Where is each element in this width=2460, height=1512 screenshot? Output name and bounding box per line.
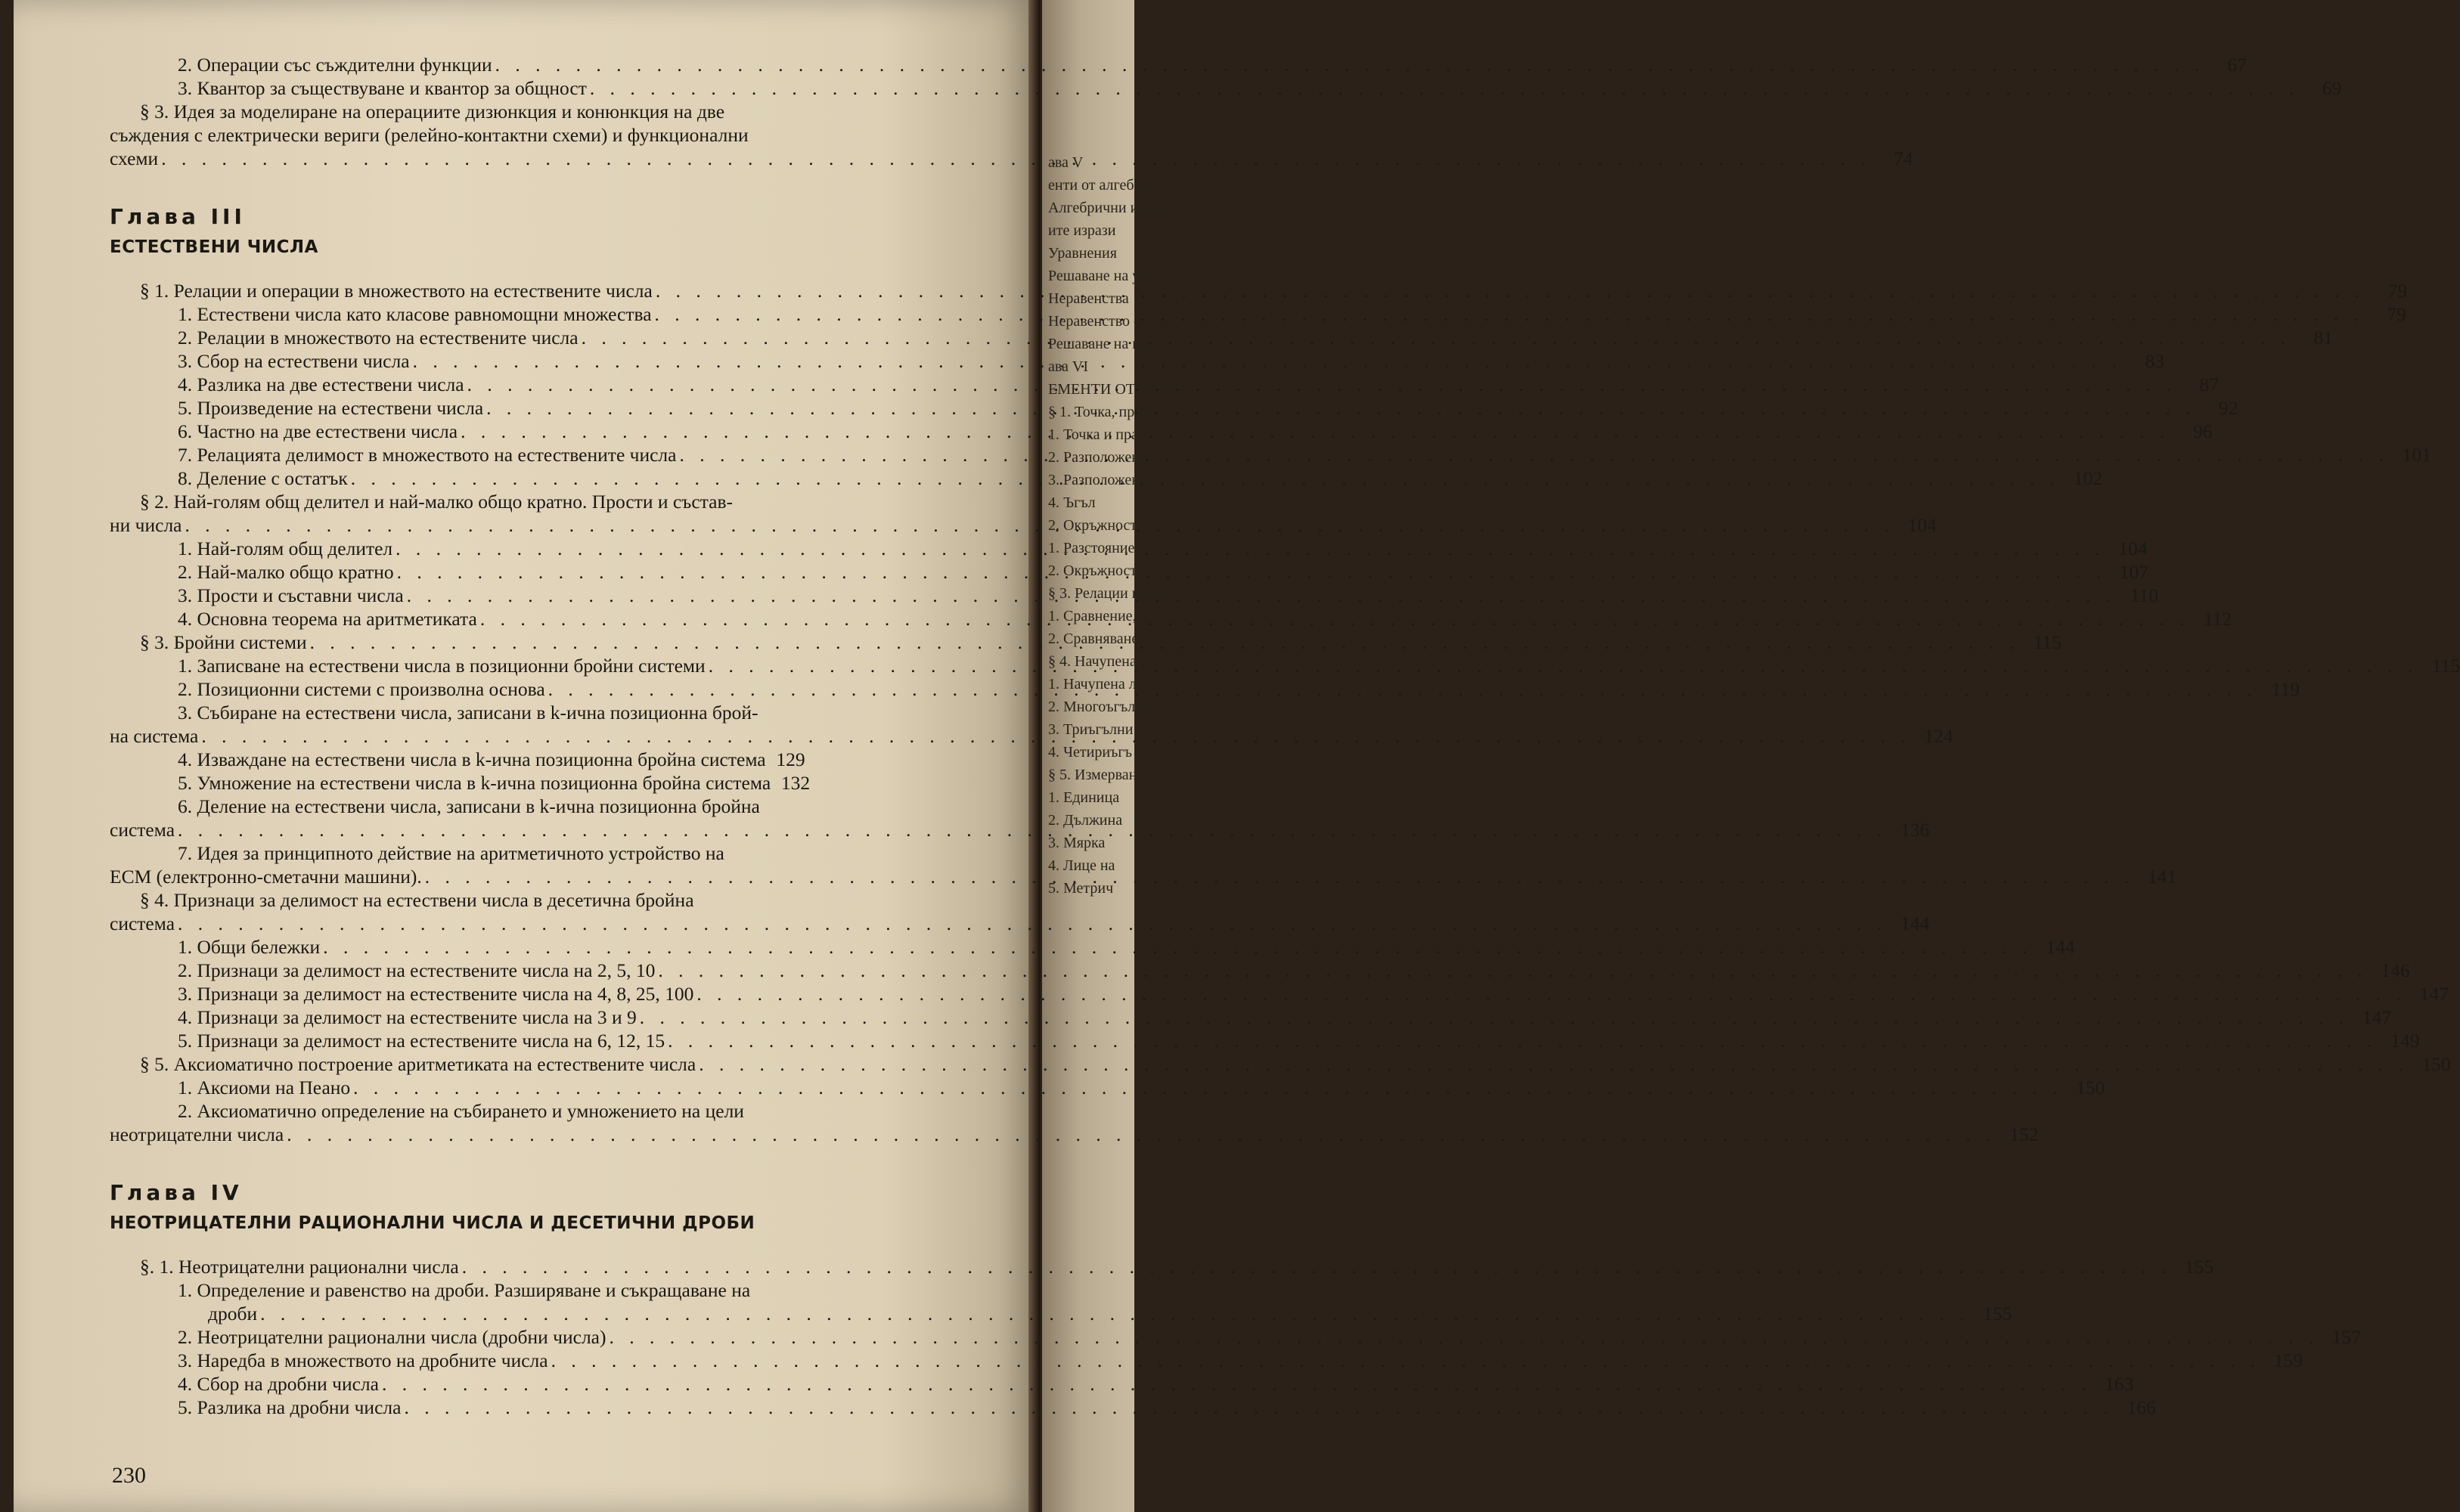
leader-dots <box>709 654 2418 677</box>
toc-entry-text: 3. Наредба в множеството на дробните числа <box>178 1349 548 1371</box>
toc-entry-text: 7. Релацията делимост в множеството на естествените числа <box>178 444 677 466</box>
toc-entry-text: 2. Най-малко общо кратно <box>178 561 394 583</box>
right-page-fragment: § 4. Начупена ли <box>1048 653 1156 670</box>
toc-entry-text: § 1. Релации и операции в множеството на естествените числа <box>140 280 653 302</box>
toc-entry-text: ни числа <box>110 514 182 536</box>
leader-dots <box>699 1052 2408 1076</box>
toc-entry <box>110 771 957 795</box>
toc-page-number: 166 <box>2127 1396 2156 1418</box>
toc-entry <box>110 959 2410 982</box>
toc-page-number: 163 <box>2105 1373 2134 1395</box>
toc-page-number: 150 <box>2076 1077 2105 1098</box>
toc-entry-text: § 3. Бройни системи <box>140 631 307 653</box>
right-page-fragment: 1. Точка и пра <box>1048 426 1138 443</box>
leader-dots <box>351 466 2060 490</box>
toc-page-number: 79 <box>2387 280 2408 302</box>
toc-entry-text: 5. Признаци за делимост на естествените числа на 6, 12, 15 <box>178 1030 665 1052</box>
chapter-title: ЕСТЕСТВЕНИ ЧИСЛА <box>110 237 318 257</box>
toc-entry-line: съждения с електрически вериги (релейно-контактни схеми) и функционални <box>110 124 749 146</box>
toc-page-number: 136 <box>1900 819 1930 841</box>
right-page-fragment: 1. Разстояние <box>1048 540 1135 556</box>
toc-entry <box>110 1372 2134 1396</box>
toc-page-number: 87 <box>2199 373 2219 395</box>
leader-dots <box>461 420 2170 443</box>
toc-page-number: 107 <box>2119 561 2149 583</box>
leader-dots <box>610 1325 2319 1349</box>
toc-entry <box>110 1349 2303 1372</box>
toc-entry-text: схеми <box>110 147 159 169</box>
right-page-fragment: 1. Сравнение, <box>1048 608 1137 624</box>
toc-entry-text: ЕСМ (електронно-сметачни машини). <box>110 866 422 888</box>
right-page-fragment: Уравнения <box>1048 245 1117 262</box>
toc-page-number: 112 <box>2203 608 2232 630</box>
chapter-title: НЕОТРИЦАТЕЛНИ РАЦИОНАЛНИ ЧИСЛА И ДЕСЕТИЧНИ ДРОБИ <box>110 1213 755 1233</box>
right-page-fragment: Алгебрични изрази <box>1048 200 1173 216</box>
toc-entry <box>110 1396 2156 1419</box>
leader-dots <box>201 724 1910 748</box>
leader-dots <box>696 982 2406 1005</box>
toc-entry <box>110 1052 2451 1076</box>
toc-entry-line: § 3. Идея за моделиране на операциите дизюнкция и конюнкция на две <box>140 101 725 122</box>
section4-entries <box>110 935 2449 1052</box>
toc-page-number: 144 <box>1900 912 1930 934</box>
leader-dots <box>462 1255 2171 1278</box>
toc-page-number: 157 <box>2331 1326 2361 1348</box>
toc-entry-text: 4. Изваждане на естествени числа в k-ична позиционна бройна система <box>178 748 766 770</box>
toc-entry-text: § 5. Аксиоматично построение аритметиката на естествените числа <box>140 1053 696 1075</box>
leader-dots <box>185 513 1894 537</box>
toc-entry <box>110 1302 2012 1325</box>
toc-entry-text: 1. Общи бележки <box>178 936 321 958</box>
toc-entry-line: § 4. Признаци за делимост на естествени числа в десетична бройна <box>140 889 694 911</box>
right-page-fragment: 3. Разположени <box>1048 472 1148 488</box>
toc-entry <box>110 1076 2105 1099</box>
toc-entry <box>110 76 2342 100</box>
toc-entry-text: 4. Разлика на две естествени числа <box>178 373 464 395</box>
toc-entry <box>110 912 1930 935</box>
right-page-fragment: 1. Начупена л <box>1048 676 1137 692</box>
toc-page-number: 124 <box>1924 725 1953 747</box>
page-number: 230 <box>112 1463 146 1488</box>
leader-dots <box>640 1005 2349 1029</box>
toc-entry-text: 3. Сбор на естествени числа <box>178 350 410 372</box>
right-page-fragment: 2. Многоъгълн <box>1048 699 1143 715</box>
leader-dots <box>480 607 2189 631</box>
toc-entry-text: дроби <box>208 1303 258 1325</box>
toc-page-number: 144 <box>2046 936 2075 958</box>
toc-entry-text: 4. Основна теорема на аритметиката <box>178 608 477 630</box>
chapter-heading: Глава III <box>110 204 246 229</box>
right-page-fragment: Решаване на не <box>1048 336 1147 352</box>
toc-page-number: 150 <box>2421 1053 2451 1075</box>
leader-dots <box>679 443 2388 466</box>
right-page-fragment: 3. Триъгълни <box>1048 721 1134 738</box>
right-page-fragment: 1. Единица <box>1048 789 1120 806</box>
toc-page-number: 104 <box>2118 538 2148 559</box>
toc-page-number: 115 <box>2033 631 2061 653</box>
right-page-fragment: 2. Разположение <box>1048 449 1155 466</box>
leader-dots <box>382 1372 2091 1396</box>
right-page-fragment: Неравенство с <box>1048 313 1140 330</box>
toc-page-number: 104 <box>1907 514 1937 536</box>
right-page-fragment: Неравенства <box>1048 290 1129 307</box>
leader-dots <box>413 349 2122 373</box>
leader-dots <box>323 935 2032 959</box>
toc-entry-text: система <box>110 912 175 934</box>
toc-page-number: 147 <box>2419 983 2449 1005</box>
toc-page-number: 69 <box>2322 77 2342 99</box>
toc-entry-text: 5. Произведение на естествени числа <box>178 397 484 419</box>
toc-entry-text: система <box>110 819 175 841</box>
leader-dots <box>658 959 2367 982</box>
right-page-fragment: 2. Окръжност <box>1048 517 1137 534</box>
right-page-fragment: 4. Ъгъл <box>1048 494 1096 511</box>
leader-dots <box>668 1029 2377 1052</box>
toc-entry <box>110 1123 2039 1146</box>
leader-dots <box>404 1396 2113 1419</box>
right-page-fragment: ЕМЕНТИ ОТ ГЕОМ <box>1048 381 1181 398</box>
toc-page-number: 159 <box>2273 1349 2303 1371</box>
toc-page-number: 132 <box>780 772 811 794</box>
toc-entry-text: 3. Квантор за съществуване и квантор за общност <box>178 77 587 99</box>
toc-entry <box>110 53 2248 76</box>
toc-page-number: 152 <box>2009 1123 2039 1145</box>
toc-entry-text: 2. Позиционни системи с произволна основа <box>178 678 545 700</box>
leader-dots <box>551 1349 2260 1372</box>
leader-dots <box>655 302 2364 326</box>
toc-entry-text: 2. Операции със съждителни функции <box>178 54 492 76</box>
toc-page-number: 129 <box>776 748 805 770</box>
right-page-fragment: 3. Мярка <box>1048 835 1106 851</box>
right-page-fragment: 2. Сравняване, <box>1048 631 1143 647</box>
toc-entry-line: 2. Аксиоматично определение на събирането и умножението на цели <box>178 1100 744 1122</box>
toc-entry <box>110 982 2449 1005</box>
toc-entry <box>110 1005 2392 1029</box>
toc-entry-text: 3. Прости и съставни числа <box>178 584 404 606</box>
leader-dots <box>656 279 2365 302</box>
toc-entry-line: 7. Идея за принципното действие на аритметичното устройство на <box>178 842 724 864</box>
leader-dots <box>287 1123 1996 1146</box>
toc-entry <box>110 1325 2361 1349</box>
toc-entry-text: 5. Разлика на дробни числа <box>178 1396 402 1418</box>
leader-dots <box>178 912 1887 935</box>
toc-page-number: 149 <box>2390 1030 2420 1052</box>
toc-entry-line: 3. Събиране на естествени числа, записани в k-ична позиционна брой- <box>178 702 758 723</box>
toc-page-number: 67 <box>2227 54 2248 76</box>
toc-entry-text: 4. Признаци за делимост на естествените числа на 3 и 9 <box>178 1006 637 1028</box>
leader-dots <box>178 818 1887 841</box>
toc-entry-text: 3. Признаци за делимост на естествените числа на 4, 8, 25, 100 <box>178 983 694 1005</box>
toc-page-number: 96 <box>2192 420 2213 442</box>
leader-dots <box>353 1076 2062 1099</box>
toc-entry-text: на система <box>110 725 199 747</box>
toc-entry-text: 4. Сбор на дробни числа <box>178 1373 379 1395</box>
toc-entry-text: 1. Аксиоми на Пеано <box>178 1077 351 1098</box>
toc-page-number: 102 <box>2073 467 2103 489</box>
toc-page-number: 141 <box>2147 866 2177 888</box>
right-page-fragment: 4. Четириъгъ <box>1048 744 1132 761</box>
toc-entry-text: 2. Неотрицателни рационални числа (дробни числа) <box>178 1326 606 1348</box>
toc-entry-text: 1. Най-голям общ делител <box>178 538 393 559</box>
right-page-fragment: ите изрази <box>1048 222 1116 239</box>
toc-entry-text: неотрицателни числа <box>110 1123 284 1145</box>
toc-page-number: 79 <box>2387 303 2406 325</box>
toc-entry <box>110 748 957 771</box>
right-page-fragment: Решаване на ур <box>1048 268 1148 284</box>
toc-entry-text: 2. Релации в множеството на естествените числа <box>178 327 579 349</box>
toc-page-number: 146 <box>2381 959 2410 981</box>
leader-dots <box>397 560 2106 584</box>
toc-entry-text: 2. Признаци за делимост на естествените числа на 2, 5, 10 <box>178 959 656 981</box>
toc-page-number: 101 <box>2402 444 2431 466</box>
leader-dots <box>161 147 1870 170</box>
leader-dots <box>425 865 2134 888</box>
right-page <box>1042 0 1181 1512</box>
toc-entry-text: 5. Умножение на естествени числа в k-ична позиционна бройна система <box>178 772 771 794</box>
leader-dots <box>590 76 2299 100</box>
leader-dots <box>310 631 2019 654</box>
right-page-fragment: енти от алгебра <box>1048 177 1149 194</box>
toc-page-number: 92 <box>2219 397 2238 419</box>
leader-dots <box>260 1302 1969 1325</box>
leader-dots <box>548 677 2257 701</box>
leader-dots <box>396 537 2105 560</box>
toc-page-number: 81 <box>2313 327 2333 349</box>
leader-dots <box>467 373 2176 396</box>
toc-entry-text: 1. Записване на естествени числа в позиционни бройни системи <box>178 655 706 677</box>
toc-page-number: 74 <box>1894 147 1913 169</box>
right-page-fragment: 5. Метрич <box>1048 880 1114 897</box>
right-page-fragment: § 5. Измерване <box>1048 767 1144 783</box>
toc-page-number: 115 <box>2431 655 2460 677</box>
toc-entry <box>110 1255 2214 1278</box>
leader-dots <box>407 584 2116 607</box>
toc-page-number: 147 <box>2362 1006 2392 1028</box>
leader-dots <box>486 396 2195 420</box>
chapter4-entries <box>110 1325 2361 1419</box>
toc-entry-text: §. 1. Неотрицателни рационални числа <box>140 1256 459 1278</box>
toc-page-number: 155 <box>1983 1303 2012 1325</box>
toc-page-number: 110 <box>2130 584 2159 606</box>
toc-entry-text: 1. Естествени числа като класове равномощни множества <box>178 303 652 325</box>
toc-entry-line: 1. Определение и равенство на дроби. Разширяване и съкращаване на <box>178 1279 751 1301</box>
toc-entry-line: § 2. Най-голям общ делител и най-малко общо кратно. Прости и състав- <box>140 491 733 513</box>
toc-page-number: 83 <box>2145 350 2164 372</box>
toc-page-number: 155 <box>2184 1256 2214 1278</box>
right-page-fragment: § 3. Релации и оп <box>1048 585 1160 602</box>
right-page-fragment: 2. Окръжност <box>1048 562 1137 579</box>
toc-entry-line: 6. Деление на естествени числа, записани в k-ична позиционна бройна <box>178 795 760 817</box>
toc-entry-text: 8. Деление с остатък <box>178 467 348 489</box>
toc-entry <box>110 935 2075 959</box>
right-page-fragment: ава VI <box>1048 358 1089 375</box>
leader-dots <box>495 53 2204 76</box>
right-page-fragment: ава V <box>1048 154 1084 171</box>
right-page-fragment: 4. Лице на <box>1048 857 1115 874</box>
toc-entry-text: 6. Частно на две естествени числа <box>178 420 458 442</box>
chapter-heading: Глава IV <box>110 1180 243 1205</box>
right-page-fragment: 2. Дължина <box>1048 812 1123 829</box>
leader-dots <box>582 326 2291 349</box>
toc-entry <box>110 1029 2420 1052</box>
toc-page-number: 119 <box>2271 678 2300 700</box>
right-page-fragment: § 1. Точка, права, <box>1048 404 1159 420</box>
